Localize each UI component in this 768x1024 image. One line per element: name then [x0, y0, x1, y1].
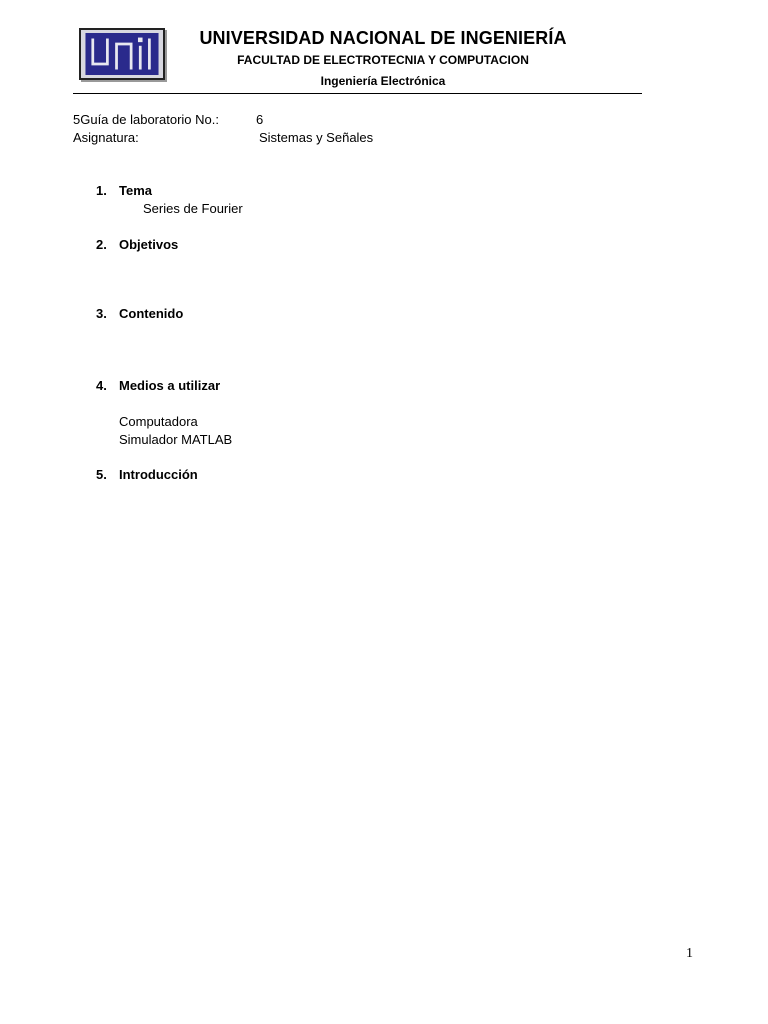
- asignatura-label: Asignatura:: [73, 130, 139, 145]
- section-title: Tema: [119, 183, 152, 198]
- list-item: Simulador MATLAB: [119, 432, 233, 447]
- section-title: Medios a utilizar: [119, 378, 221, 393]
- section-number: 3.: [96, 306, 107, 321]
- section-number: 1.: [96, 183, 107, 198]
- page-number: 1: [686, 946, 693, 961]
- asignatura-value: Sistemas y Señales: [259, 130, 374, 145]
- section-number: 5.: [96, 467, 107, 482]
- section-medios: [96, 378, 296, 396]
- tema-text: Series de Fourier: [143, 201, 243, 216]
- section-tema: [96, 183, 296, 201]
- asignatura-row: [73, 130, 413, 148]
- faculty-name: FACULTAD DE ELECTROTECNIA Y COMPUTACION: [237, 53, 529, 67]
- section-title: Objetivos: [119, 237, 179, 252]
- section-number: 4.: [96, 378, 107, 393]
- list-item: Computadora: [119, 414, 198, 429]
- section-number: 2.: [96, 237, 107, 252]
- guia-value: 6: [256, 112, 264, 127]
- uni-logo-icon: [84, 33, 160, 75]
- university-name: UNIVERSIDAD NACIONAL DE INGENIERÍA: [199, 28, 567, 48]
- section-contenido: [96, 306, 296, 324]
- header-divider: [73, 93, 642, 94]
- guia-label: 5Guía de laboratorio No.:: [73, 112, 219, 127]
- section-objetivos: [96, 237, 296, 255]
- section-introduccion: [96, 467, 296, 485]
- guia-row: [73, 112, 373, 130]
- department-name: Ingeniería Electrónica: [320, 74, 446, 88]
- section-title: Contenido: [119, 306, 184, 321]
- section-title: Introducción: [119, 467, 198, 482]
